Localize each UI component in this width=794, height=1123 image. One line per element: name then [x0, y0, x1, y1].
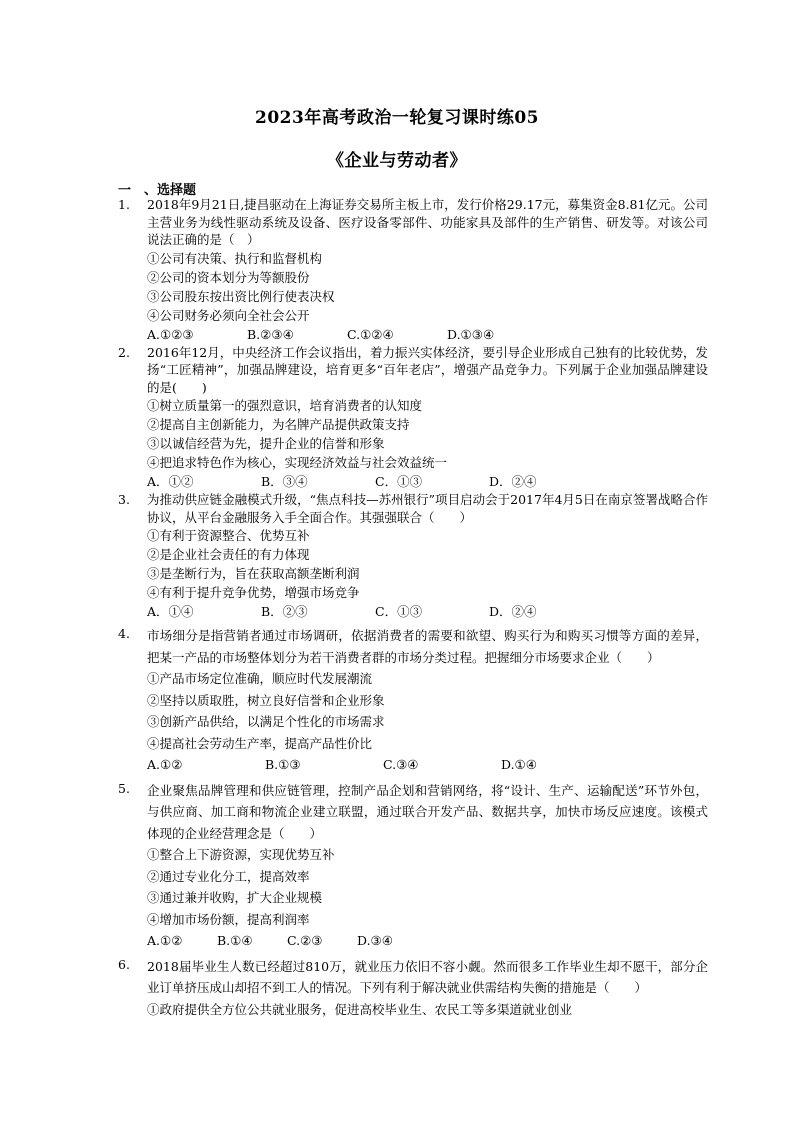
- question-number: 4.: [118, 626, 130, 641]
- choice-b[interactable]: B.①③: [265, 757, 301, 772]
- question-stem: 市场细分是指营销者通过市场调研，依据消费者的需要和欲望、购买行为和购买习惯等方面的差异，把某一产品的市场整体划分为若干消费者群的市场分类过程。把握细分市场要求企业（ ）: [147, 628, 708, 665]
- option-line: ④把追求特色作为核心，实现经济效益与社会效益统一: [147, 455, 448, 470]
- choice-c[interactable]: C．①③: [375, 604, 423, 619]
- option-line: ④提高社会劳动生产率，提高产品性价比: [147, 735, 373, 751]
- option-line: ②公司的资本划分为等额股份: [147, 269, 310, 285]
- question-number: 1.: [118, 197, 130, 212]
- section-heading: 一 、选择题: [118, 183, 197, 198]
- choice-c[interactable]: C．①③: [375, 474, 423, 489]
- question-stem: 2018年9月21日,捷昌驱动在上海证券交易所主板上市，发行价格29.17元，募集资金8.81亿元。公司主营业务为线性驱动系统及设备、医疗设备零部件、功能家具及部件的生产销售、研发等。对该公司说法正确的是（ ）: [147, 197, 708, 247]
- option-line: ①整合上下游资源，实现优势互补: [147, 847, 335, 862]
- question-stem: 企业聚焦品牌管理和供应链管理，控制产品企划和营销网络，将“设计、生产、运输配送”环节外包，与供应商、加工商和物流企业建立联盟，通过联合开发产品、数据共享，加快市场反应速度。该模式体现的企业经营理念是（ ）: [147, 782, 708, 841]
- option-line: ①公司有决策、执行和监督机构: [147, 250, 323, 266]
- choice-d[interactable]: D.③④: [357, 933, 393, 948]
- question-stem: 2018届毕业生人数已经超过810万，就业压力依旧不容小觑。然而很多工作毕业生却不愿干，部分企业订单挤压成山却招不到工人的情况。下列有利于解决就业供需结构失衡的措施是（ ）: [147, 958, 708, 995]
- choice-a[interactable]: A.①②: [147, 933, 183, 948]
- question-number: 3.: [118, 492, 130, 507]
- answer-choices: [147, 325, 708, 344]
- choice-b[interactable]: B．③④: [261, 474, 308, 489]
- answer-choices: [147, 754, 708, 776]
- choice-b[interactable]: B.①④: [217, 933, 253, 948]
- option-line: ③是垄断行为，旨在获取高额垄断利润: [147, 566, 360, 581]
- option-line: ④有利于提升竞争优势，增强市场竞争: [147, 585, 360, 600]
- option-line: ④公司财务必须向全社会公开: [147, 307, 310, 323]
- choice-d[interactable]: D．②④: [489, 604, 537, 619]
- answer-choices: [147, 602, 708, 621]
- option-line: ①有利于资源整合、优势互补: [147, 528, 310, 543]
- option-line: ③创新产品供给，以满足个性化的市场需求: [147, 714, 385, 729]
- option-line: ③以诚信经营为先，提升企业的信誉和形象: [147, 436, 385, 451]
- option-line: ①树立质量第一的强烈意识，培育消费者的认知度: [147, 398, 423, 413]
- question-4: [118, 625, 708, 776]
- option-line: ③公司股东按出资比例行使表决权: [147, 288, 335, 304]
- question-6: [118, 956, 708, 1021]
- answer-choices: [147, 472, 708, 491]
- page-subtitle: 《企业与劳动者》: [327, 151, 467, 171]
- choice-a[interactable]: A.①②③: [147, 326, 194, 342]
- option-line: ②通过专业化分工，提高效率: [147, 868, 310, 884]
- option-line: ①政府提供全方位公共就业服务，促进高校毕业生、农民工等多渠道就业创业: [147, 1001, 573, 1017]
- choice-c[interactable]: C.①②④: [347, 326, 394, 342]
- option-line: ④增加市场份额，提高利润率: [147, 911, 310, 927]
- option-line: ③通过兼并收购，扩大企业规模: [147, 890, 323, 905]
- choice-c[interactable]: C.②③: [287, 933, 323, 948]
- option-line: ①产品市场定位准确，顺应时代发展潮流: [147, 671, 373, 686]
- question-3: [118, 491, 708, 621]
- option-line: ②提高自主创新能力，为名牌产品提供政策支持: [147, 417, 410, 432]
- question-5: [118, 780, 708, 952]
- choice-b[interactable]: B.②③④: [247, 326, 294, 342]
- question-2: [118, 344, 708, 492]
- option-line: ②是企业社会责任的有力体现: [147, 547, 310, 562]
- question-number: 5.: [118, 780, 130, 796]
- choice-a[interactable]: A．①②: [147, 474, 194, 489]
- choice-a[interactable]: A．①④: [147, 604, 194, 619]
- question-stem: 为推动供应链金融模式升级，“焦点科技—苏州银行”项目启动会于2017年4月5日在南京签署战略合作协议，从平台金融服务入手全面合作。其强强联合（ ）: [147, 492, 708, 525]
- choice-c[interactable]: C.③④: [383, 757, 419, 772]
- choice-b[interactable]: B．②③: [261, 604, 308, 619]
- page-title: 2023年高考政治一轮复习课时练05: [255, 108, 539, 128]
- question-number: 2.: [118, 344, 130, 360]
- choice-d[interactable]: D.①③④: [447, 326, 495, 342]
- choice-d[interactable]: D．②④: [489, 474, 537, 489]
- question-number: 6.: [118, 956, 130, 972]
- question-list: [118, 196, 708, 1020]
- question-stem: 2016年12月，中央经济工作会议指出，着力振兴实体经济，要引导企业形成自己独有的比较优势，发扬“工匠精神”，加强品牌建设，培育更多“百年老店”，增强产品竞争力。下列属于企业加强品牌建设的是( ): [147, 344, 708, 395]
- question-1: [118, 196, 708, 344]
- option-line: ②坚持以质取胜，树立良好信誉和企业形象: [147, 692, 385, 708]
- choice-a[interactable]: A.①②: [147, 757, 183, 772]
- answer-choices: [147, 930, 708, 952]
- choice-d[interactable]: D.①④: [501, 757, 537, 772]
